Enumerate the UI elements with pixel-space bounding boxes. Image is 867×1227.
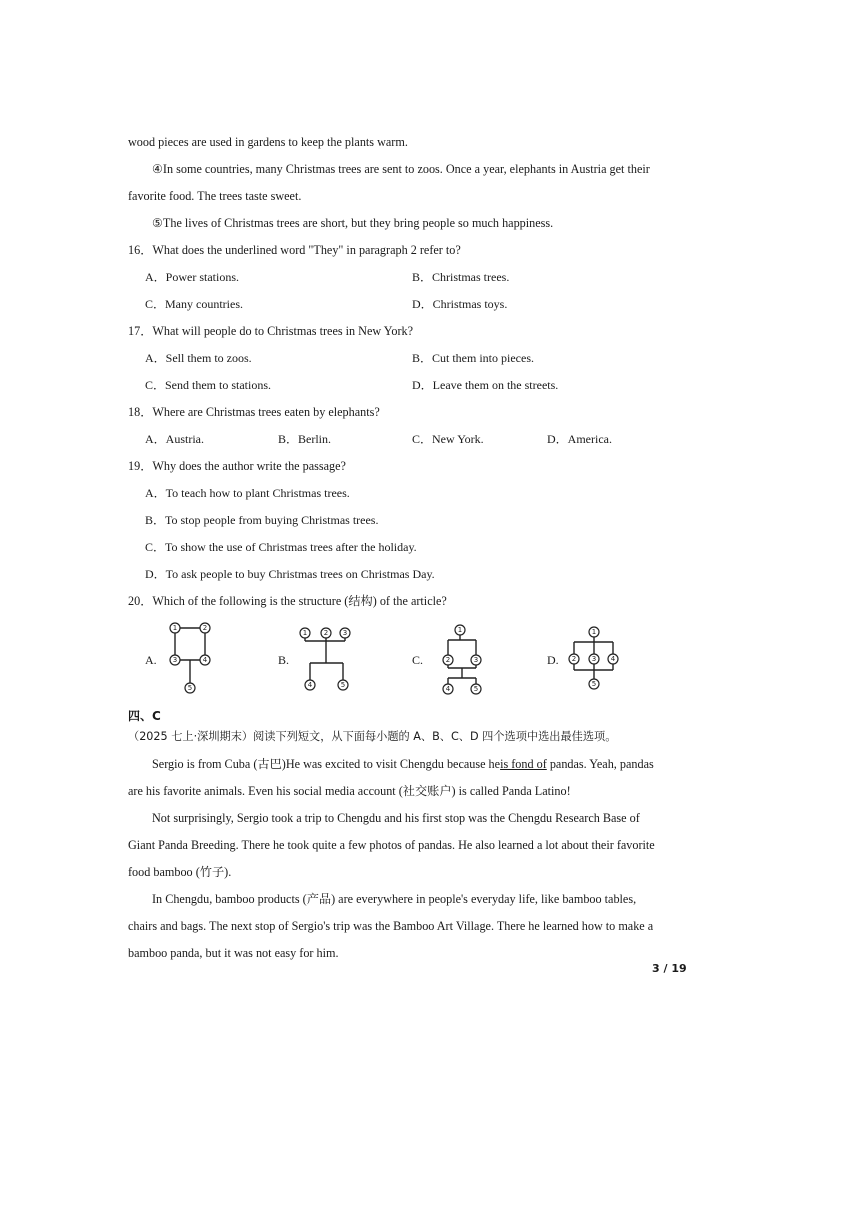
q18-option-c[interactable]: C．New York.: [412, 432, 484, 446]
paragraph-5: ⑤The lives of Christmas trees are short, but they bring people so much happiness.: [152, 216, 554, 230]
svg-text:4: 4: [610, 655, 616, 663]
question-18-stem: 18．Where are Christmas trees eaten by elephants?: [128, 405, 380, 419]
svg-text:1: 1: [172, 624, 178, 632]
section-c-heading: 四、C: [128, 709, 161, 723]
q20-option-b[interactable]: B.: [278, 653, 290, 667]
svg-text:4: 4: [307, 681, 313, 689]
structure-diagram-c: [440, 622, 490, 698]
q17-option-a[interactable]: A．Sell them to zoos.: [145, 351, 252, 365]
svg-text:3: 3: [473, 656, 479, 664]
svg-text:2: 2: [202, 624, 208, 632]
q16-option-b[interactable]: B．Christmas trees.: [412, 270, 510, 284]
q20-option-c[interactable]: C.: [412, 653, 424, 667]
q17-option-c[interactable]: C．Send them to stations.: [145, 378, 272, 392]
paragraph-4-line-1: ④In some countries, many Christmas trees are sent to zoos. Once a year, elephants in Austria get their: [152, 162, 650, 176]
paragraph-c3-line-1: In Chengdu, bamboo products (产品) are everywhere in people's everyday life, like bamboo tables,: [152, 892, 637, 906]
svg-text:5: 5: [187, 684, 193, 692]
question-17-stem: 17．What will people do to Christmas trees in New York?: [128, 324, 414, 338]
q19-option-c[interactable]: C．To show the use of Christmas trees after the holiday.: [145, 540, 417, 554]
q20-option-d[interactable]: D.: [547, 653, 559, 667]
question-16-stem: 16．What does the underlined word "They" in paragraph 2 refer to?: [128, 243, 461, 257]
paragraph-c3-line-2: chairs and bags. The next stop of Sergio's trip was the Bamboo Art Village. There he learned how to make a: [128, 919, 654, 933]
passage-line: wood pieces are used in gardens to keep the plants warm.: [128, 135, 408, 149]
svg-text:2: 2: [323, 629, 329, 637]
structure-diagram-a: [165, 620, 215, 698]
underlined-phrase: is fond of: [500, 757, 547, 771]
q17-option-b[interactable]: B．Cut them into pieces.: [412, 351, 534, 365]
question-20-stem: 20．Which of the following is the structure (结构) of the article?: [128, 594, 447, 608]
page-number: 3 / 19: [652, 962, 687, 975]
paragraph-c2-line-1: Not surprisingly, Sergio took a trip to Chengdu and his first stop was the Chengdu Research Base of: [152, 811, 640, 825]
svg-text:5: 5: [473, 685, 479, 693]
paragraph-c1-line-1: Sergio is from Cuba (古巴)He was excited to visit Chengdu because heis fond of pandas. Yeah, pandas: [152, 757, 654, 771]
q20-option-a[interactable]: A.: [145, 653, 157, 667]
q18-option-d[interactable]: D．America.: [547, 432, 612, 446]
section-c-source: （2025 七上·深圳期末）阅读下列短文，从下面每小题的 A、B、C、D 四个选项中选出最佳选项。: [128, 730, 617, 743]
svg-text:1: 1: [591, 628, 597, 636]
q19-option-a[interactable]: A．To teach how to plant Christmas trees.: [145, 486, 350, 500]
q17-option-d[interactable]: D．Leave them on the streets.: [412, 378, 559, 392]
question-19-stem: 19．Why does the author write the passage?: [128, 459, 346, 473]
q16-option-d[interactable]: D．Christmas toys.: [412, 297, 508, 311]
paragraph-c1-line-2: are his favorite animals. Even his social media account (社交账户) is called Panda Latino!: [128, 784, 571, 798]
svg-text:5: 5: [591, 680, 597, 688]
q16-option-c[interactable]: C．Many countries.: [145, 297, 243, 311]
q19-option-d[interactable]: D．To ask people to buy Christmas trees on Christmas Day.: [145, 567, 435, 581]
svg-text:3: 3: [342, 629, 348, 637]
svg-text:1: 1: [302, 629, 308, 637]
svg-text:4: 4: [202, 656, 208, 664]
svg-text:2: 2: [571, 655, 577, 663]
svg-text:5: 5: [340, 681, 346, 689]
svg-text:1: 1: [457, 626, 463, 634]
svg-text:3: 3: [172, 656, 178, 664]
svg-text:2: 2: [445, 656, 451, 664]
paragraph-c2-line-2: Giant Panda Breeding. There he took quite a few photos of pandas. He also learned a lot about their favorite: [128, 838, 655, 852]
structure-diagram-b: [298, 625, 354, 695]
svg-text:3: 3: [591, 655, 597, 663]
q18-option-b[interactable]: B．Berlin.: [278, 432, 331, 446]
svg-text:4: 4: [445, 685, 451, 693]
paragraph-c3-line-3: bamboo panda, but it was not easy for him.: [128, 946, 339, 960]
q19-option-b[interactable]: B．To stop people from buying Christmas trees.: [145, 513, 379, 527]
paragraph-4-line-2: favorite food. The trees taste sweet.: [128, 189, 302, 203]
structure-diagram-d: [566, 624, 622, 696]
q16-option-a[interactable]: A．Power stations.: [145, 270, 239, 284]
q18-option-a[interactable]: A．Austria.: [145, 432, 204, 446]
paragraph-c2-line-3: food bamboo (竹子).: [128, 865, 232, 879]
